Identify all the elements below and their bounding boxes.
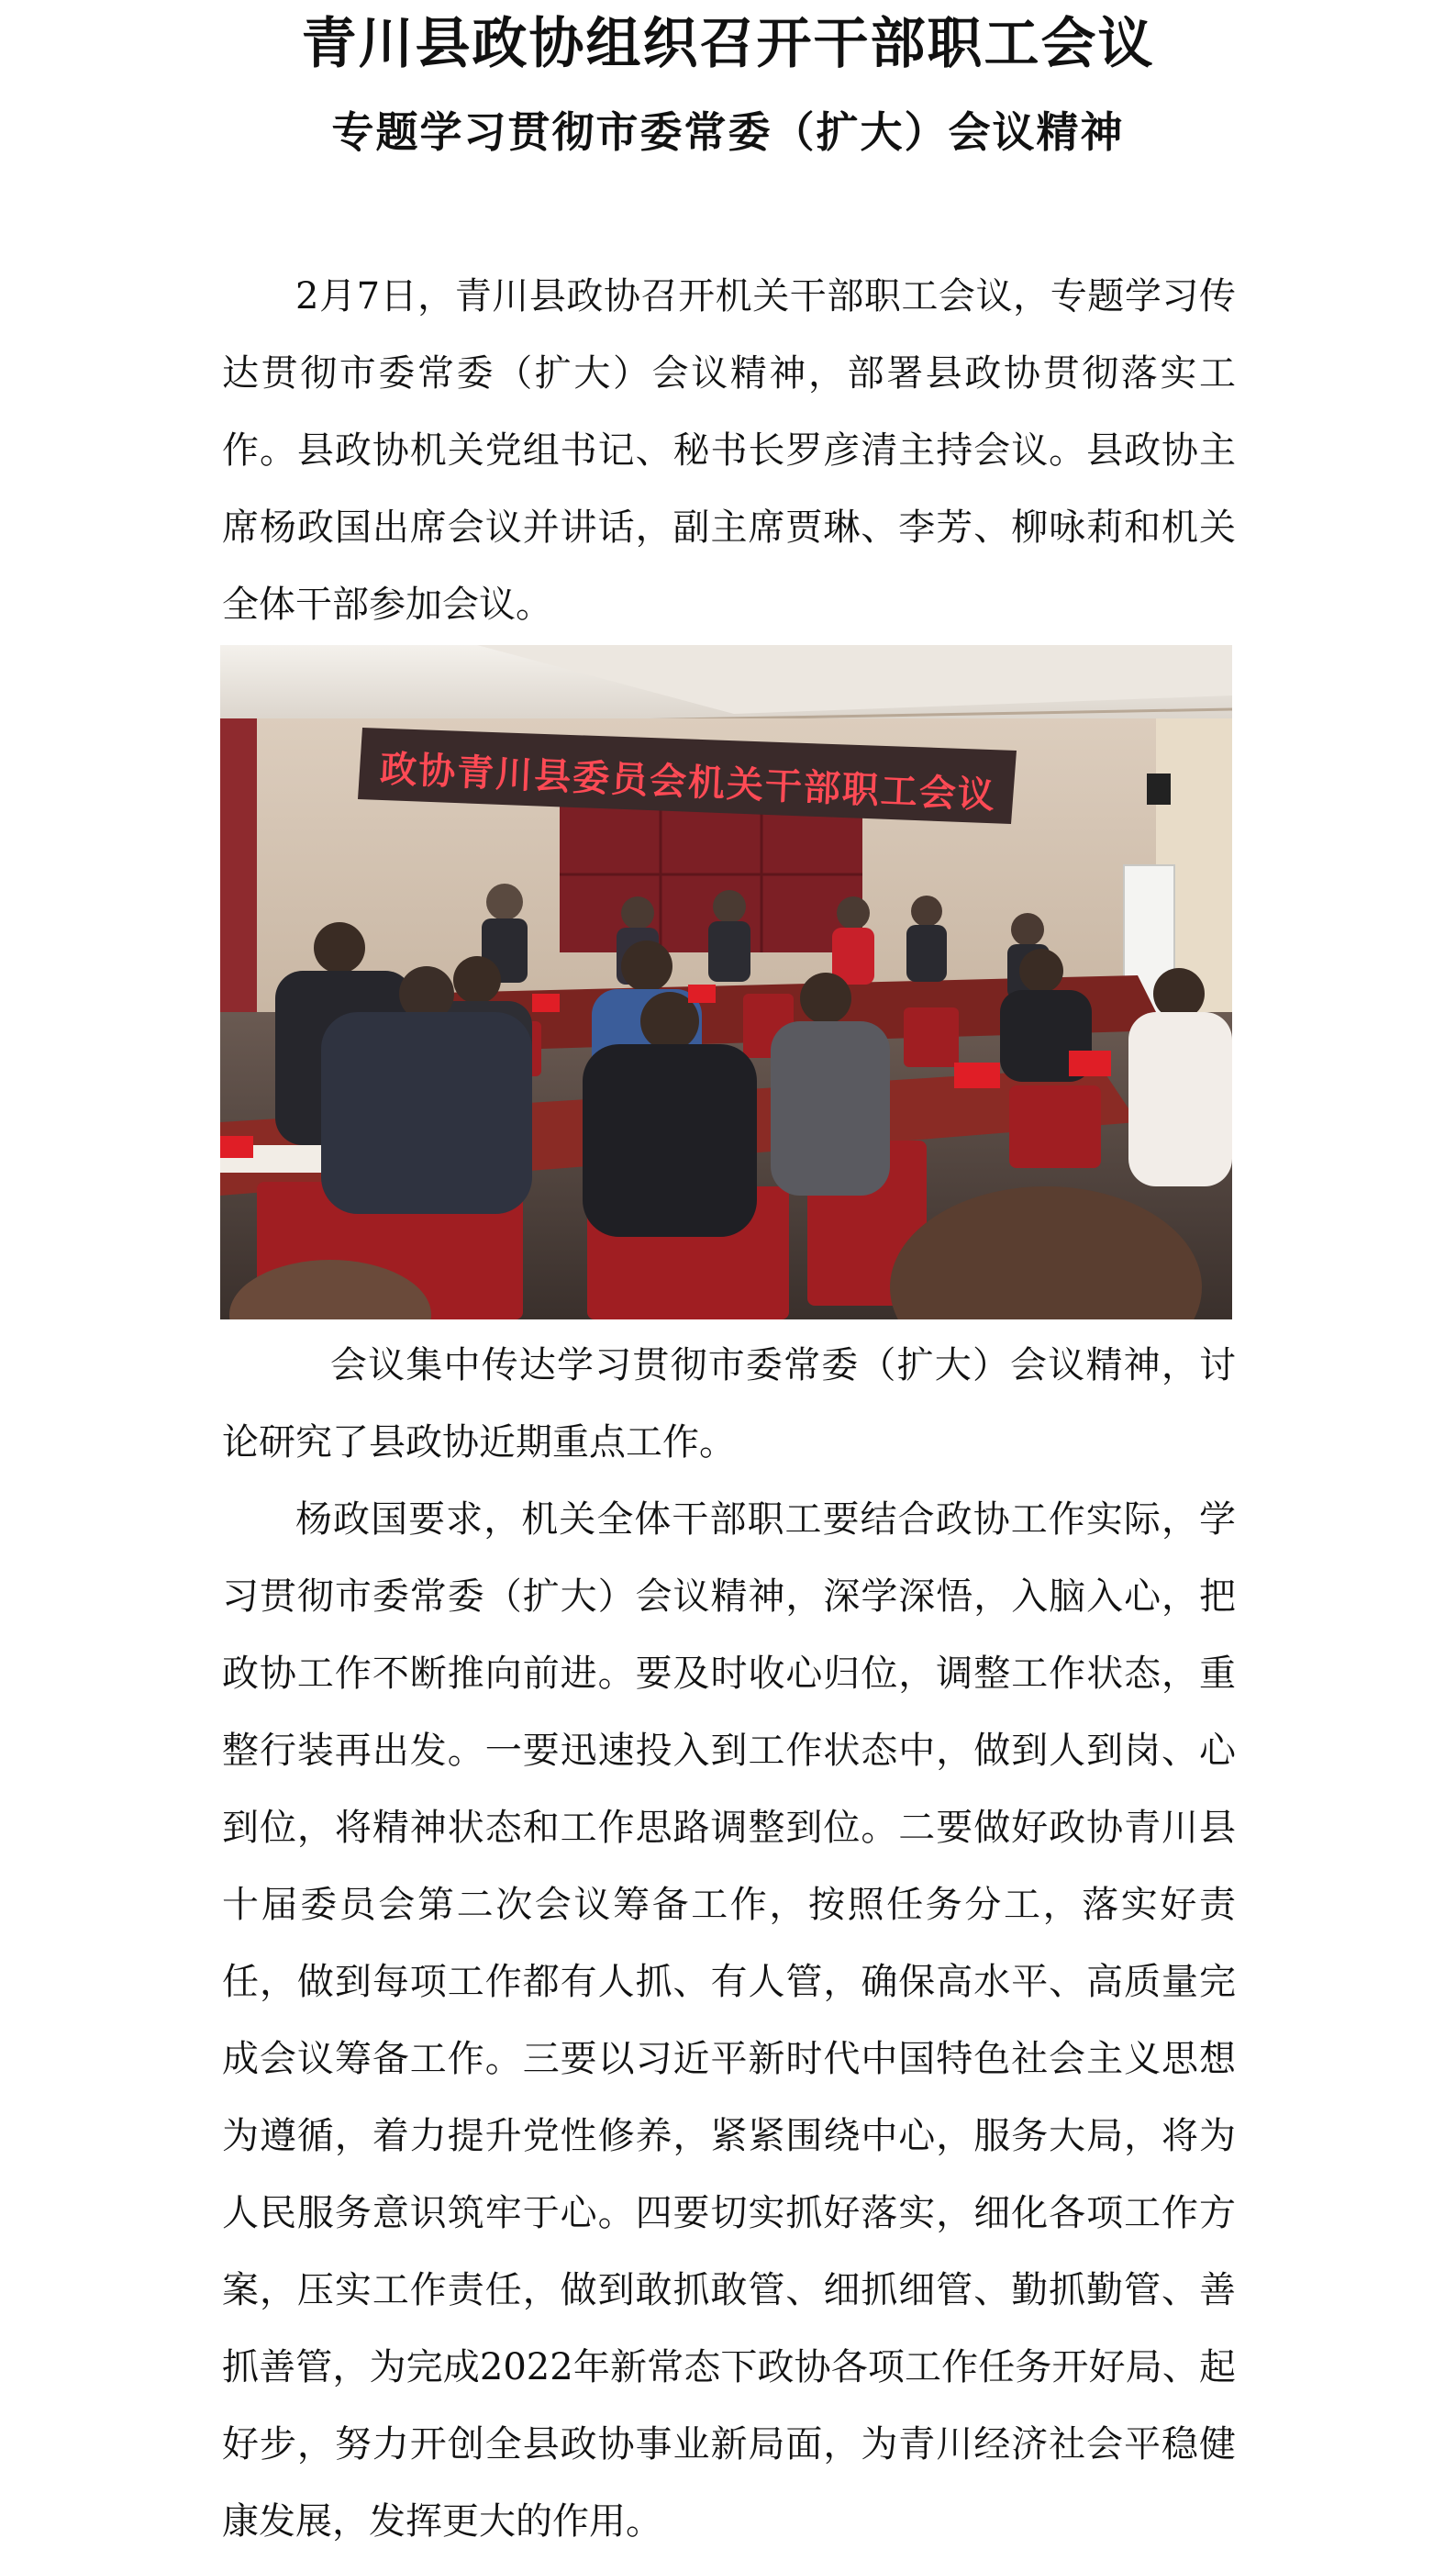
paragraph-intro: 2月7日，青川县政协召开机关干部职工会议，专题学习传达贯彻市委常委（扩大）会议精神，部署县政协贯彻落实工作。县政协机关党组书记、秘书长罗彦清主持会议。县政协主席杨政国出席会议并讲话，副主席贾琳、李芳、柳咏莉和机关全体干部参加会议。	[222, 275, 1236, 626]
article-subtitle: 专题学习贯彻市委常委（扩大）会议精神	[331, 107, 1125, 157]
article-title: 青川县政协组织召开干部职工会议	[301, 12, 1155, 76]
meeting-photo	[220, 645, 1232, 1319]
paragraph-requirements: 杨政国要求，机关全体干部职工要结合政协工作实际，学习贯彻市委常委（扩大）会议精神，深学深悟，入脑入心，把政协工作不断推向前进。要及时收心归位，调整工作状态，重整行装再出发。一要迅速投入到工作状态中，做到人到岗、心到位，将精神状态和工作思路调整到位。二要做好政协青川县十届委员会第二次会议筹备工作，按照任务分工，落实好责任，做到每项工作都有人抓、有人管，确保高水平、高质量完成会议筹备工作。三要以习近平新时代中国特色社会主义思想为遵循，着力提升党性修养，紧紧围绕中心，服务大局，将为人民服务意识筑牢于心。四要切实抓好落实，细化各项工作方案，压实工作责任，做到敢抓敢管、细抓细管、勤抓勤管、善抓善管，为完成2022年新常态下政协各项工作任务开好局、起好步，努力开创全县政协事业新局面，为青川经济社会平稳健康发展，发挥更大的作用。	[222, 1498, 1236, 2543]
meeting-banner-text: 政协青川县委员会机关干部职工会议	[379, 748, 997, 818]
paragraph-summary: 会议集中传达学习贯彻市委常委（扩大）会议精神，讨论研究了县政协近期重点工作。	[222, 1344, 1236, 1464]
